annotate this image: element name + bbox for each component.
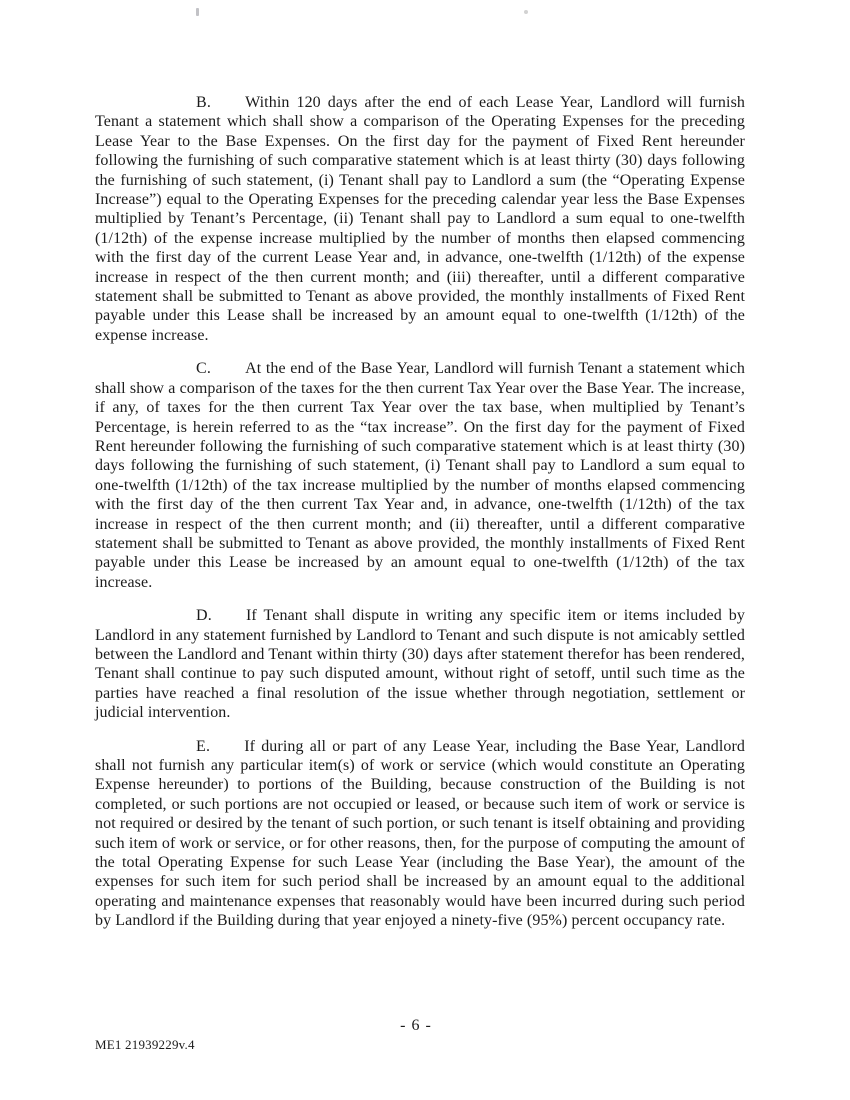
paragraph-e-label: E. (196, 737, 211, 755)
paragraph-e (95, 737, 745, 931)
paragraph-d-label: D. (196, 607, 212, 625)
paragraph-b (95, 93, 745, 345)
paragraph-b-label: B. (196, 94, 212, 111)
paragraph-c-text: At the end of the Base Year, Landlord will furnish Tenant a statement which shall show a comparison of the taxes for the then current Tax Year over the Base Year. The increase, if any, of taxes for the then current Tax Year over the tax base, when multiplied by Tenant’s Percentage, is herein referred to as the “tax increase”. On the first day for the payment of Fixed Rent hereunder following the furnishing of such comparative statement which is at least thirty (30) days following the furnishing of such statement, (i) Tenant shall pay to Landlord a sum equal to one-twelfth (1/12th) of the tax increase multiplied by the number of months elapsed commencing with the first day of the then current Tax Year and, in advance, one-twelfth (1/12th) of the tax increase in respect of the then current month; and (ii) thereafter, until a different comparative statement shall be submitted to Tenant as above provided, the monthly installments of Fixed Rent payable under this Lease be increased by an amount equal to one-twelfth (1/12th) of the tax increase. (95, 360, 745, 591)
page-number: - 6 - (400, 1017, 432, 1034)
paragraph-c-label: C. (196, 360, 212, 378)
scan-artifact (524, 10, 528, 14)
document-id: ME1 21939229v.4 (95, 1037, 195, 1052)
paragraph-e-text: If during all or part of any Lease Year, including the Base Year, Landlord shall not furnish any particular item(s) of work or service (which would constitute an Operating Expense hereunder) to portions of the Building, because construction of the Building is not completed, or such portions are not occupied or leased, or because such item of work or service is not required or desired by the tenant of such portion, or such tenant is itself obtaining and providing such item of work or service, or for other reasons, then, for the purpose of computing the amount of the total Operating Expense for such Lease Year (including the Base Year), the amount of the expenses for such item for such period shall be increased by an amount equal to the additional operating and maintenance expenses that reasonably would have been incurred during such period by Landlord if the Building during that year enjoyed a ninety-five (95%) percent occupancy rate. (95, 737, 745, 930)
paragraph-d-text: If Tenant shall dispute in writing any specific item or items included by Landlord in any statement furnished by Landlord to Tenant and such dispute is not amicably settled between the Landlord and Tenant within thirty (30) days after statement therefor has been rendered, Tenant shall continue to pay such disputed amount, without right of setoff, until such time as the parties have reached a final resolution of the issue whether through negotiation, settlement or judicial intervention. (95, 607, 745, 722)
scan-artifact (196, 8, 199, 16)
paragraph-b-text: Within 120 days after the end of each Lease Year, Landlord will furnish Tenant a statement which shall show a comparison of the Operating Expenses for the preceding Lease Year to the Base Expenses. On the first day for the payment of Fixed Rent hereunder following the furnishing of such comparative statement which is at least thirty (30) days following the furnishing of such statement, (i) Tenant shall pay to Landlord a sum (the “Operating Expense Increase”) equal to the Operating Expenses for the preceding calendar year less the Base Expenses multiplied by Tenant’s Percentage, (ii) Tenant shall pay to Landlord a sum equal to one-twelfth (1/12th) of the expense increase multiplied by the number of months then elapsed commencing with the first day of the current Lease Year and, in advance, one-twelfth (1/12th) of the expense increase in respect of the then current month; and (iii) thereafter, until a different comparative statement shall be submitted to Tenant as above provided, the monthly installments of Fixed Rent payable under this Lease shall be increased by an amount equal to one-twelfth (1/12th) of the expense increase. (95, 94, 745, 344)
paragraph-c (95, 359, 745, 592)
document-body (95, 93, 745, 931)
paragraph-d (95, 606, 745, 722)
